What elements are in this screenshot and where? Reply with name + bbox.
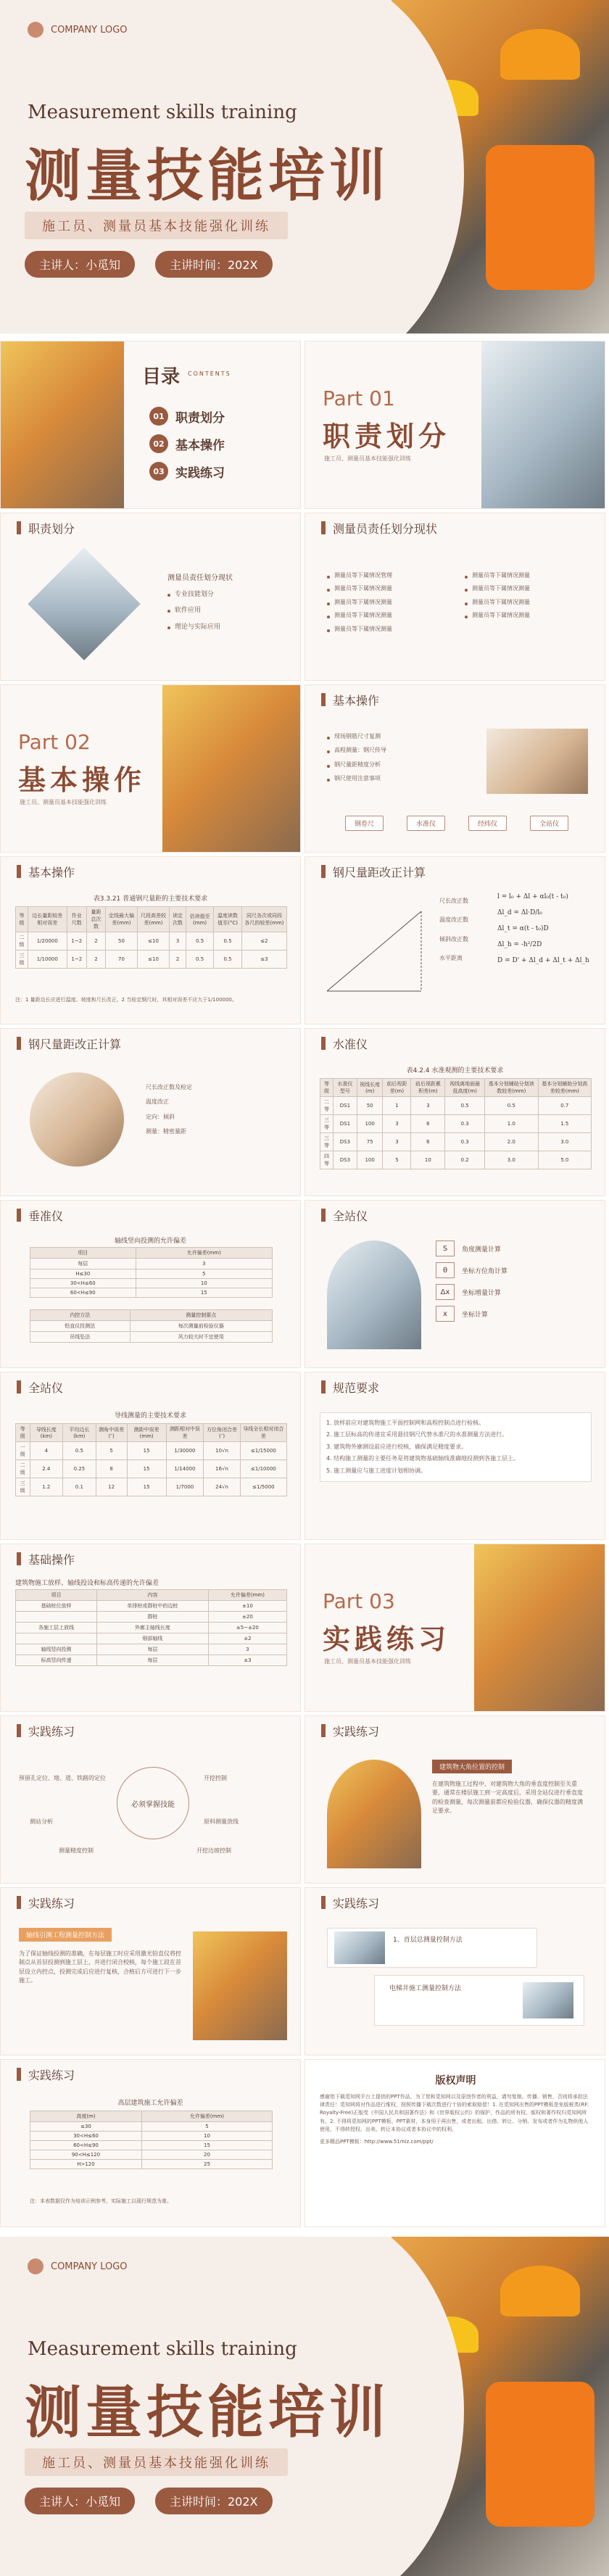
practice4-box1: 1、首层总测量控制方法 [327, 1928, 537, 1968]
practice2-text: 在建筑物施工过程中，对建筑物大角的垂直度控制至关重要，通常在楼层施工到一定高度后，采用全站仪进行垂直度的检查测量，每次测量前都应检验仪器，确保仪器的精度满足要求。 [432, 1781, 583, 1815]
slide-title: 垂准仪 [28, 1209, 64, 1223]
slide-title: 实践练习 [333, 1896, 380, 1910]
company-logo: COMPANY LOGO [28, 2258, 128, 2274]
distance-note-slide [0, 1028, 301, 1196]
table1-note: 注：1 量距边长应进行温度、坡度和尺长改正。2 当检定钢尺时，其相对误差不应大于1/100000。 [15, 997, 237, 1003]
level-caption: 表4.2.4 水准观测的主要技术要求 [406, 1067, 504, 1074]
distance-photo [30, 1072, 124, 1167]
table-row: 轴线竖向投测 每层 3 [16, 1644, 287, 1655]
level-slide [304, 1028, 605, 1196]
duty-slide [0, 513, 301, 681]
toc-item[interactable]: 01 职责划分 [149, 407, 225, 426]
list-item: x 坐标计算 [436, 1306, 508, 1322]
practice1-item: 开挖边坡控制 [196, 1847, 231, 1854]
cover-subtitle: 施工员、测量员基本技能强化训练 [25, 212, 288, 239]
table-row: 各施工层上放线 外廓主轴线长度 ±5~±20 [16, 1623, 287, 1633]
duty-heading: 测量员责任划分现状 [167, 574, 233, 582]
chip-level[interactable]: 水准仪 [407, 816, 445, 831]
cover-time: 主讲时间：202X [155, 2488, 273, 2514]
slide-title: 钢尺量距改正计算 [28, 1037, 122, 1051]
toc-contents-label: CONTENTS [188, 370, 231, 377]
part03-slide [304, 1544, 605, 1712]
distance-diagram [320, 897, 428, 1006]
slide-title: 实践练习 [28, 1724, 75, 1739]
table-row: 吊线坠法 风力较大时不宜使用 [30, 1332, 273, 1343]
level-table: 等级 水准仪型号 视线长度(m) 前后视距差(m) 前后视距累积差(m) 视线离地面最低高度(m) 基本分划辅助分划读数较差(mm) 基本分划辅助分划高差较差(mm) 二等 DS1 50 1 3 0.5 0.5 0.7 三等 DS1 100 3 6 0.3 1.0 1.5 三等 DS3 75 3 6 0.3 2.0 3.0 四等 DS3 100 5 10 0.2 3.0 5.0 [320, 1078, 592, 1169]
part01-slide [304, 341, 605, 509]
part02-slide [0, 684, 301, 853]
table-row: 二级 1/20000 1~2 2 50 ≤10 3 0.5 0.5 ≤2 [16, 932, 287, 951]
formula-labels: 尺长改正数 温度改正数 倾斜改正数 水平距离 [439, 898, 468, 962]
practice5-caption: 高层建筑施工允许偏差 [117, 2100, 183, 2107]
table-row: 标高竖向传递 每层 ±3 [16, 1655, 287, 1666]
table-row: 三级 1/10000 1~2 2 70 ≤10 2 0.5 0.5 ≤3 [16, 951, 287, 969]
slide-title: 全站仪 [28, 1380, 64, 1395]
basic-slide [304, 684, 605, 853]
basic-list: 现场钢筋尺寸复测 高程测量：钢尺传导 钢尺量距精度分析 钢尺使用注意事项 [327, 732, 386, 784]
practice2-slide [304, 1715, 605, 1884]
basic-photo [486, 729, 588, 794]
part03-photo [474, 1544, 605, 1712]
slide-title: 实践练习 [28, 1896, 75, 1910]
copyright-title: 版权声明 [435, 2075, 476, 2087]
table-row: ≤30 5 [30, 2122, 273, 2132]
chip-total-station[interactable]: 全站仪 [530, 816, 568, 831]
rules-list: 1. 放样前应对建筑物施工平面控制网和高程控制点进行检核。 2. 施工层标高的传递宜采用悬挂钢尺代替水准尺的水准测量方法进行。 3. 建筑物外廓测设前应进行校核，确保满足精度要求。 4. 结构施工测量的主要任务是将建筑物基础轴线准确地投测到各施工层上。 5. 施工测量应与施工进度计划相协调。 [320, 1412, 592, 1482]
total-station-list [436, 1241, 508, 1322]
cover-speaker: 主讲人：小觅知 [25, 251, 135, 278]
formula-slide [304, 856, 605, 1024]
table-row: 30<H≤60 10 [30, 1279, 273, 1288]
total-station-photo [327, 1241, 421, 1349]
practice3-photo [193, 1931, 287, 2040]
copyright-slide [304, 2059, 605, 2227]
table-row: 三等 DS1 100 3 6 0.3 1.0 1.5 [320, 1115, 592, 1133]
total2-table: 等级 导线长度(km) 平均边长(km) 测角中误差(″) 测距中误差(mm) 测距相对中误差 方位角闭合差(″) 导线全长相对闭合差 一级 4 0.5 5 15 1/30000 10√n ≤1/15000 二级 2.4 0.25 8 15 1/14000 16√n ≤1/10000 三级 1.2 0.1 12 15 1/7000 24√n ≤1/5000 [15, 1423, 287, 1496]
toc-slide [0, 341, 301, 509]
part02-label: Part 02 [18, 730, 91, 754]
toc-list [149, 407, 225, 481]
toc-item[interactable]: 03 实践练习 [149, 462, 225, 481]
total-station2-slide [0, 1372, 301, 1540]
practice3-slide [0, 1887, 301, 2055]
level2-table: 项目 允许偏差(mm) 每层 3 H≤30 5 30<H≤60 10 60<H≤90 15 [30, 1247, 273, 1298]
practice4-photo2 [523, 1982, 573, 2018]
slide-title: 实践练习 [333, 1724, 380, 1739]
slide-title: 钢尺量距改正计算 [333, 865, 426, 879]
part01-photo [481, 341, 605, 509]
table-row: 30<H≤60 10 [30, 2132, 273, 2141]
table-row: 60<H≤90 15 [30, 2141, 273, 2150]
table-row: 二级 2.4 0.25 8 15 1/14000 16√n ≤1/10000 [16, 1460, 287, 1478]
list-item: Δx 坐标增量计算 [436, 1284, 508, 1300]
company-logo: COMPANY LOGO [28, 22, 128, 38]
part02-photo [162, 685, 300, 853]
cover-english-title: Measurement skills training [28, 102, 297, 123]
table-row: 铅直仪投测法 每次测量前检验仪器 [30, 1321, 273, 1332]
copyright-body [320, 2073, 592, 2146]
chip-tape[interactable]: 钢卷尺 [345, 816, 384, 831]
base-slide [0, 1544, 301, 1712]
part02-title: 基本操作 [18, 764, 146, 796]
level2-subtable: 内控方法 测量控制要点 铅直仪投测法 每次测量前检验仪器 吊线坠法 风力较大时不宜使用 [30, 1309, 273, 1343]
table1: 等级 边长量距较差相对误差 作业尺数 量距总次数 定线最大偏差(mm) 尺段高差较差(mm) 读定次数 估读值至(mm) 温度读数值至(°C) 同尺各次或同段各尺的较差(mm) 二级 1/20000 1~2 2 50 ≤10 3 0.5 0.5 ≤2 三级 1/10000 1~2 2 70 ≤10 2 0.5 0.5 ≤3 [15, 906, 287, 969]
slide-title: 职责划分 [28, 521, 75, 536]
table-row: 90<H≤120 20 [30, 2150, 273, 2160]
practice4-slide [304, 1887, 605, 2055]
toc-title: 目录 [142, 366, 181, 388]
practice1-item: 原料测量放线 [204, 1818, 239, 1825]
table-row: H>120 25 [30, 2160, 273, 2169]
base-caption: 建筑物施工放样、轴线投设和标高传递的允许偏差 [15, 1580, 160, 1587]
total2-caption: 导线测量的主要技术要求 [114, 1412, 186, 1420]
cover-speaker: 主讲人：小觅知 [25, 2488, 135, 2514]
practice1-item: 测站分析 [30, 1818, 53, 1825]
practice3-text: 为了保证轴线投测的准确，在每层施工时应采用激光铅直仪将控制点从首层投测到施工层上，并进行闭合校核，每个施工段在首层设立内控点，投测完成后应进行复核，合格后方可进行下一步施工。 [19, 1950, 181, 1984]
table-row: 三级 1.2 0.1 12 15 1/7000 24√n ≤1/5000 [16, 1478, 287, 1496]
slide-title: 规范要求 [333, 1380, 380, 1395]
base-table: 项目 内容 允许偏差(mm) 基础桩位放样 单排桩或群桩中的边桩 ±10 群桩 ±20 各施工层上放线 外廓主轴线长度 ±5~±20 细部轴线 ±2 轴线竖向投测 每层 3 标高竖向传递 每层 ±3 [15, 1589, 287, 1666]
practice1-item: 测量精度控制 [59, 1847, 94, 1854]
practice2-banner: 建筑物大角位置的控制 [432, 1760, 512, 1773]
copyright-text: 感谢您下载觅知网平台上提供的PPT作品，为了您和觅知网以及原创作者的利益，请勿复制、传播、销售，否则将承担法律责任！觅知网将对作品进行维权，按照传播下载次数进行十倍的索取赔偿！1. 在觅知网出售的PPT模板是免版税类(RF: Royalty-Free)正版受《中国人民共和国著作法》和《世界版权公约》的保护，作品的所有权、版权和著作权归觅知网所有。2. 不得将觅知网的PPT模板、PPT素材，本身用于再出售，或者出租、出借、转让、分销、发布或者作为礼物供他人使用，不得转授权、出卖、转让本协议或者本协议中的权利。 [320, 2094, 589, 2132]
practice5-slide [0, 2059, 301, 2227]
table-row: 群桩 ±20 [16, 1612, 287, 1623]
cover-title: 测量技能培训 [25, 144, 391, 209]
slide-title: 全站仪 [333, 1209, 368, 1223]
table1-slide [0, 856, 301, 1024]
table-row: 基础桩位放样 单排桩或群桩中的边桩 ±10 [16, 1601, 287, 1612]
slide-title: 基本操作 [333, 693, 380, 708]
slide-title: 测量员责任划分现状 [333, 521, 438, 536]
duty-status-right: 测量员等下属情况测量 测量员等下属情况测量 测量员等下属情况测量 测量员等下属情况测量 [465, 571, 530, 621]
practice2-photo [327, 1760, 421, 1868]
practice1-item: 开挖控制 [204, 1775, 227, 1781]
part01-subtitle: 施工员、测量员基本技能强化训练 [324, 455, 411, 462]
cover-subtitle: 施工员、测量员基本技能强化训练 [25, 2448, 288, 2476]
practice1-center: 必须掌握技能 [117, 1767, 189, 1839]
table-row: H≤30 5 [30, 1270, 273, 1279]
part03-label: Part 03 [323, 1589, 395, 1613]
table-row: 一级 4 0.5 5 15 1/30000 10√n ≤1/15000 [16, 1442, 287, 1460]
cover-time: 主讲时间：202X [155, 251, 273, 278]
table1-caption: 表3.3.21 普通钢尺量距的主要技术要求 [93, 895, 208, 903]
total-station-slide [304, 1200, 605, 1368]
duty-status-left: 测量员等下属情况管理 测量员等下属情况测量 测量员等下属情况测量 测量员等下属情况测量 测量员等下属情况测量 [327, 571, 392, 634]
practice4-box2: 电梯井施工测量控制方法 [374, 1975, 584, 2026]
toc-photo [1, 341, 124, 509]
practice1-slide [0, 1715, 301, 1884]
level2-caption: 轴线竖向投测的允许偏差 [114, 1238, 186, 1245]
list-item: S 角度测量计算 [436, 1241, 508, 1256]
rules-slide [304, 1372, 605, 1540]
formula-list: l = l₀ + Δl + αl₀(t - t₀) Δl_d = Δl·D/l₀ Δl_t = α(t - t₀)D Δl_h = -h²/2D D = D' + Δl_d + Δl_t + Δl_h [497, 893, 589, 964]
practice1-item: 预留孔定位、地、道、铁路的定位 [19, 1775, 106, 1781]
slide-title: 基本操作 [28, 865, 75, 879]
chip-theodolite[interactable]: 经纬仪 [468, 816, 507, 831]
table-row: 每层 3 [30, 1259, 273, 1270]
slide-title: 基础操作 [28, 1552, 75, 1567]
part02-subtitle: 施工员、测量员基本技能强化训练 [20, 799, 107, 805]
cover-title: 测量技能培训 [25, 2380, 391, 2445]
duty-status-slide [304, 513, 605, 681]
part03-subtitle: 施工员、测量员基本技能强化训练 [324, 1658, 411, 1665]
table-row: 二等 DS1 50 1 3 0.5 0.5 0.7 [320, 1097, 592, 1115]
cover-slide-top [0, 0, 609, 334]
practice3-banner: 轴线引测工程测量控制方法 [19, 1928, 112, 1942]
distance-note-list: 尺长改正数及检定 温度改正 定向：倾斜 测量：精密量距 [146, 1084, 192, 1135]
practice5-note: 注：本表数据仅作为培训示例参考，实际施工以现行规范为准。 [30, 2198, 172, 2204]
list-item: θ 坐标方位角计算 [436, 1262, 508, 1278]
table-row: 三等 DS3 75 3 6 0.3 2.0 3.0 [320, 1133, 592, 1151]
table-row: 四等 DS3 100 5 10 0.2 3.0 5.0 [320, 1151, 592, 1169]
slide-title: 实践练习 [28, 2068, 75, 2082]
table-row: 细部轴线 ±2 [16, 1633, 287, 1644]
part01-label: Part 01 [323, 386, 395, 410]
level2-slide [0, 1200, 301, 1368]
table-row: 60<H≤90 15 [30, 1288, 273, 1298]
duty-list: 专业技能划分 软件应用 理论与实际应用 [167, 589, 220, 632]
slide-title: 水准仪 [333, 1037, 368, 1051]
duty-photo [28, 547, 141, 660]
part03-title: 实践练习 [323, 1623, 451, 1655]
practice4-photo1 [334, 1931, 385, 1964]
cover-english-title: Measurement skills training [28, 2338, 297, 2360]
practice5-table: 高度(m) 允许偏差(mm) ≤30 5 30<H≤60 10 60<H≤90 15 90<H≤120 20 H>120 25 [30, 2111, 273, 2169]
copyright-url[interactable]: 更多精品PPT模板：http://www.51miz.com/ppt/ [320, 2138, 434, 2145]
cover-slide-bottom [0, 2237, 609, 2576]
part01-title: 职责划分 [323, 421, 451, 452]
toc-item[interactable]: 02 基本操作 [149, 434, 225, 453]
